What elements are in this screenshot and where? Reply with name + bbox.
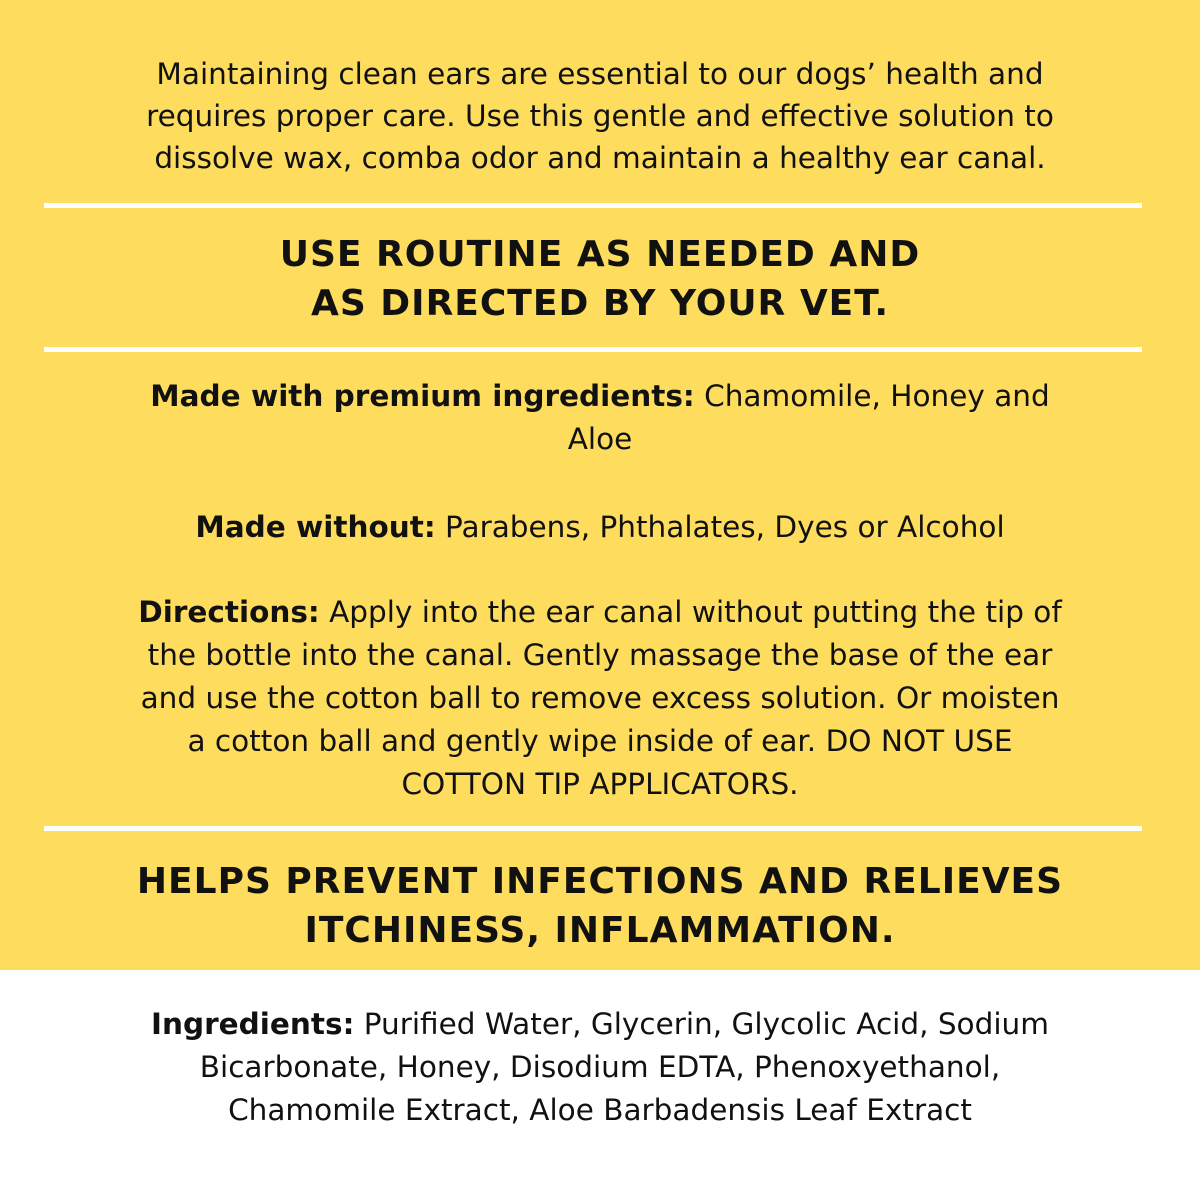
directions-line-3: and use the cotton ball to remove excess solution. Or moisten	[140, 681, 1060, 715]
benefits-headline-line-2: ITCHINESS, INFLAMMATION.	[304, 910, 896, 951]
premium-ingredients-text: Chamomile, Honey and	[704, 379, 1050, 413]
intro-paragraph	[40, 53, 1160, 179]
divider-1	[44, 203, 1142, 208]
ingredients-line-3: Chamomile Extract, Aloe Barbadensis Leaf Extract	[228, 1093, 972, 1127]
made-without-label: Made without:	[195, 510, 436, 544]
directions-line-4: a cotton ball and gently wipe inside of ear. DO NOT USE	[187, 724, 1013, 758]
premium-ingredients-section	[40, 375, 1160, 461]
usage-headline	[40, 230, 1160, 328]
premium-ingredients-line-1	[40, 375, 1160, 418]
divider-2	[44, 347, 1142, 352]
ingredients-label: Ingredients:	[151, 1007, 355, 1041]
directions-section	[40, 591, 1160, 806]
directions-label: Directions:	[138, 595, 320, 629]
directions-line-1	[40, 591, 1160, 634]
intro-line-1: Maintaining clean ears are essential to our dogs’ health and	[156, 57, 1044, 91]
benefits-headline	[40, 857, 1160, 955]
intro-line-2: requires proper care. Use this gentle and effective solution to	[146, 99, 1054, 133]
premium-ingredients-label: Made with premium ingredients:	[150, 379, 695, 413]
ingredients-text-1: Purified Water, Glycerin, Glycolic Acid, Sodium	[363, 1007, 1049, 1041]
usage-headline-line-2: AS DIRECTED BY YOUR VET.	[310, 283, 890, 324]
directions-line-5: COTTON TIP APPLICATORS.	[401, 767, 799, 801]
directions-text-1: Apply into the ear canal without putting the tip of	[329, 595, 1062, 629]
ingredients-line-2: Bicarbonate, Honey, Disodium EDTA, Phenoxyethanol,	[199, 1050, 1001, 1084]
divider-3	[44, 826, 1142, 831]
usage-headline-line-1: USE ROUTINE AS NEEDED AND	[279, 234, 921, 275]
benefits-headline-line-1: HELPS PREVENT INFECTIONS AND RELIEVES	[136, 861, 1064, 902]
ingredients-line-1	[40, 1003, 1160, 1046]
premium-ingredients-line-2: Aloe	[567, 422, 633, 456]
directions-line-2: the bottle into the canal. Gently massage the base of the ear	[147, 638, 1053, 672]
intro-line-3: dissolve wax, comba odor and maintain a healthy ear canal.	[154, 141, 1046, 175]
ingredients-section	[40, 1003, 1160, 1132]
made-without-text: Parabens, Phthalates, Dyes or Alcohol	[445, 510, 1005, 544]
made-without-section	[40, 506, 1160, 549]
